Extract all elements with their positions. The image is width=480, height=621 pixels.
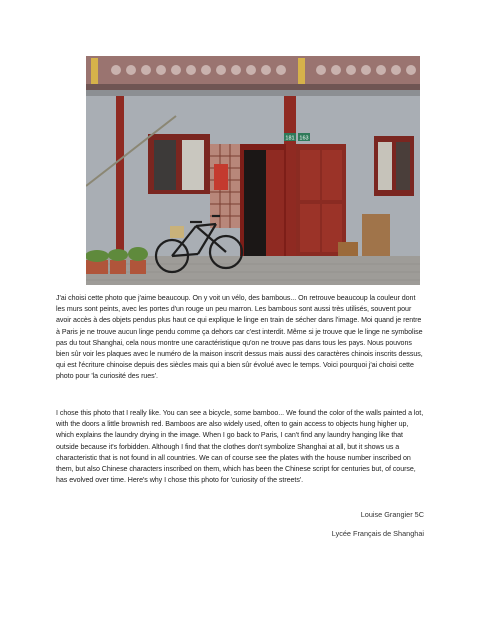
french-paragraph: J'ai choisi cette photo que j'aime beaucoup. On y voit un vélo, des bambous... On retrouve beaucoup la couleur dont les murs sont peints, avec les portes d'un rouge un peu marron. Les bambous sont aussi très utilisés, souvent pour avoir accès à des objets pendus plus haut ce qui explique le linge en train de sécher dans l'image. Moi quand je rentre à Paris je ne trouve aucun linge pendu comme ça dehors car c'est interdit. Même si je trouve que le linge ne symbolise pas du tout Shanghai, cela nous montre une caractéristique qu'on ne trouve pas dans tous les pays. Nous pouvons bien sûr voir les plaques avec le numéro de la maison inscrit dessus mais aussi des caractères chinois inscrits dessus, qui est l'écriture chinoise depuis des siècles mais qui a bien sûr évolué avec le temps. Voici pourquoi j'ai choisi cette photo pour 'la curiosité des rues'. xyxy=(56,294,423,381)
street-photo xyxy=(86,56,420,285)
house-number-plate-right: 163 xyxy=(299,135,309,142)
school-name: Lycée Français de Shanghai xyxy=(331,529,424,538)
english-paragraph: I chose this photo that I really like. You can see a bicycle, some bamboo... We found the color of the walls painted a lot, with the doors a little brownish red. Bamboos are also widely used, often to gain access to objects hung higher up, which explains the laundry drying in the image. When I go back to Paris, I can't find any laundry hanging like that outside because it's forbidden. Although I find that the clothes don't symbolize Shanghai at all, but it shows us a characteristic that is not found in all countries. We can of course see the plates with the house number inscribed on them, but also Chinese characters inscribed on them, which has been the Chinese script for centuries but, of course, has evolved over time. Here's why I chose this photo for 'curiosity of the streets'. xyxy=(56,409,424,485)
author-name: Louise Grangier 5C xyxy=(360,510,424,519)
house-number-plate-left: 181 xyxy=(285,135,295,142)
street-photo-illustration xyxy=(86,56,420,285)
